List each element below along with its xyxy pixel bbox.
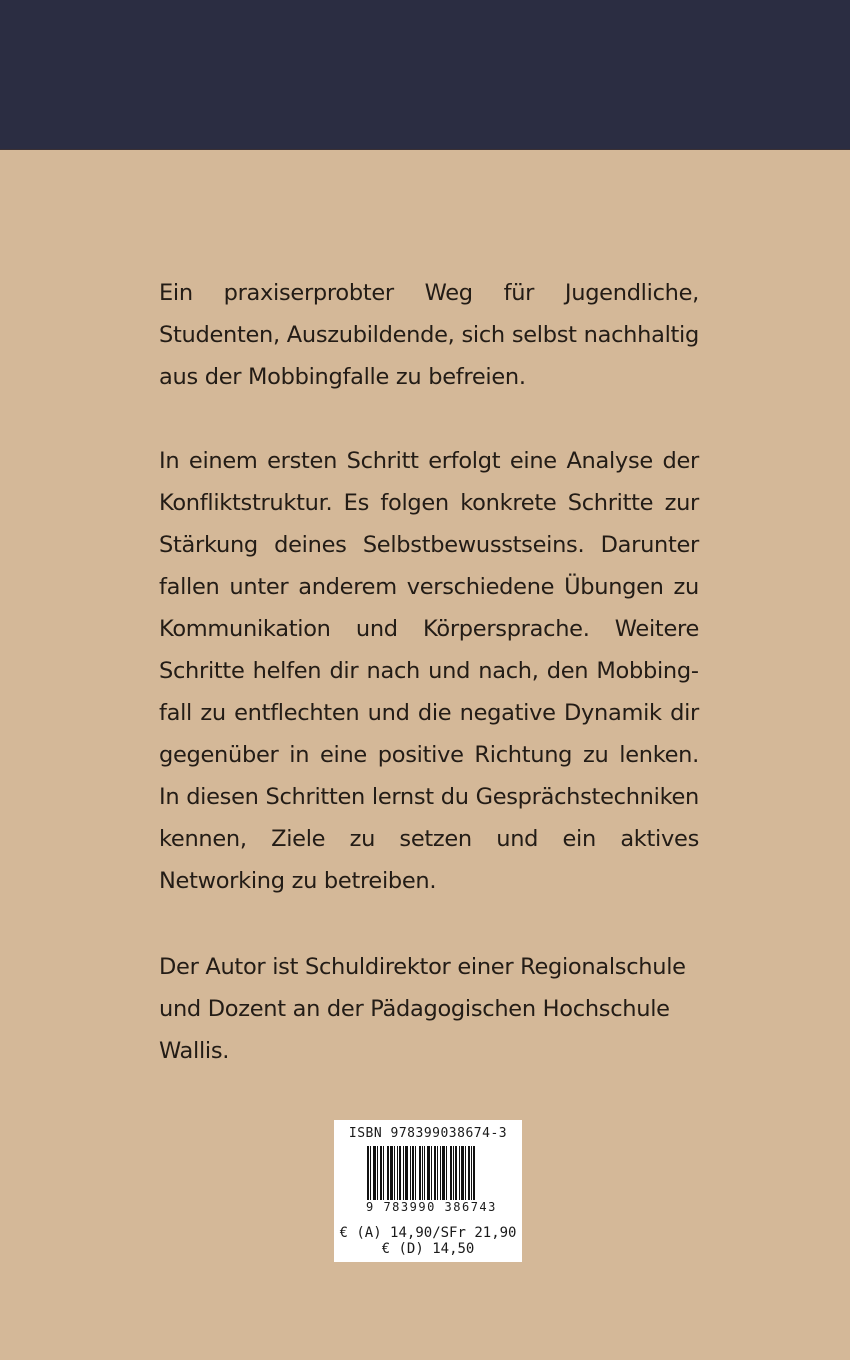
blurb-paragraph-1: Ein praxiserprobter Weg für Jugendliche, Studenten, Auszubildende, sich selbst nachhaltig aus der Mobbingfalle zu befreien.: [159, 280, 699, 390]
isbn-text: ISBN 978399038674-3: [348, 1126, 508, 1141]
author-bio: [159, 946, 699, 1072]
barcode-digits: 9 783990 386743: [366, 1200, 497, 1214]
blurb-paragraph-3: Der Autor ist Schuldirektor einer Regionalschule und Dozent an der Pädagogischen Hochschule Wallis.: [159, 954, 686, 1064]
cover-top-band: [0, 0, 850, 150]
blurb-intro: [159, 272, 699, 398]
price-germany: € (D) 14,50: [381, 1241, 475, 1257]
price-austria-switzerland: € (A) 14,90/SFr 21,90: [339, 1225, 517, 1241]
blurb-paragraph-2: In einem ersten Schritt erfolgt eine Analyse der Konfliktstruktur. Es folgen konkrete Schritte zur Stärkung deines Selbstbewusstseins. Darunter fallen unter anderem verschiedene Übungen zu Kommunikation und Körpersprache. Weitere Schritte helfen dir nach und nach, den Mobbingfall zu entflechten und die negative Dynamik dir gegenüber in eine positive Richtung zu lenken. In diesen Schritten lernst du Gesprächstechniken kennen, Ziele zu setzen und ein aktives Networking zu betreiben.: [159, 448, 699, 894]
blurb-body: [159, 440, 699, 902]
isbn-barcode-box: [334, 1120, 522, 1262]
